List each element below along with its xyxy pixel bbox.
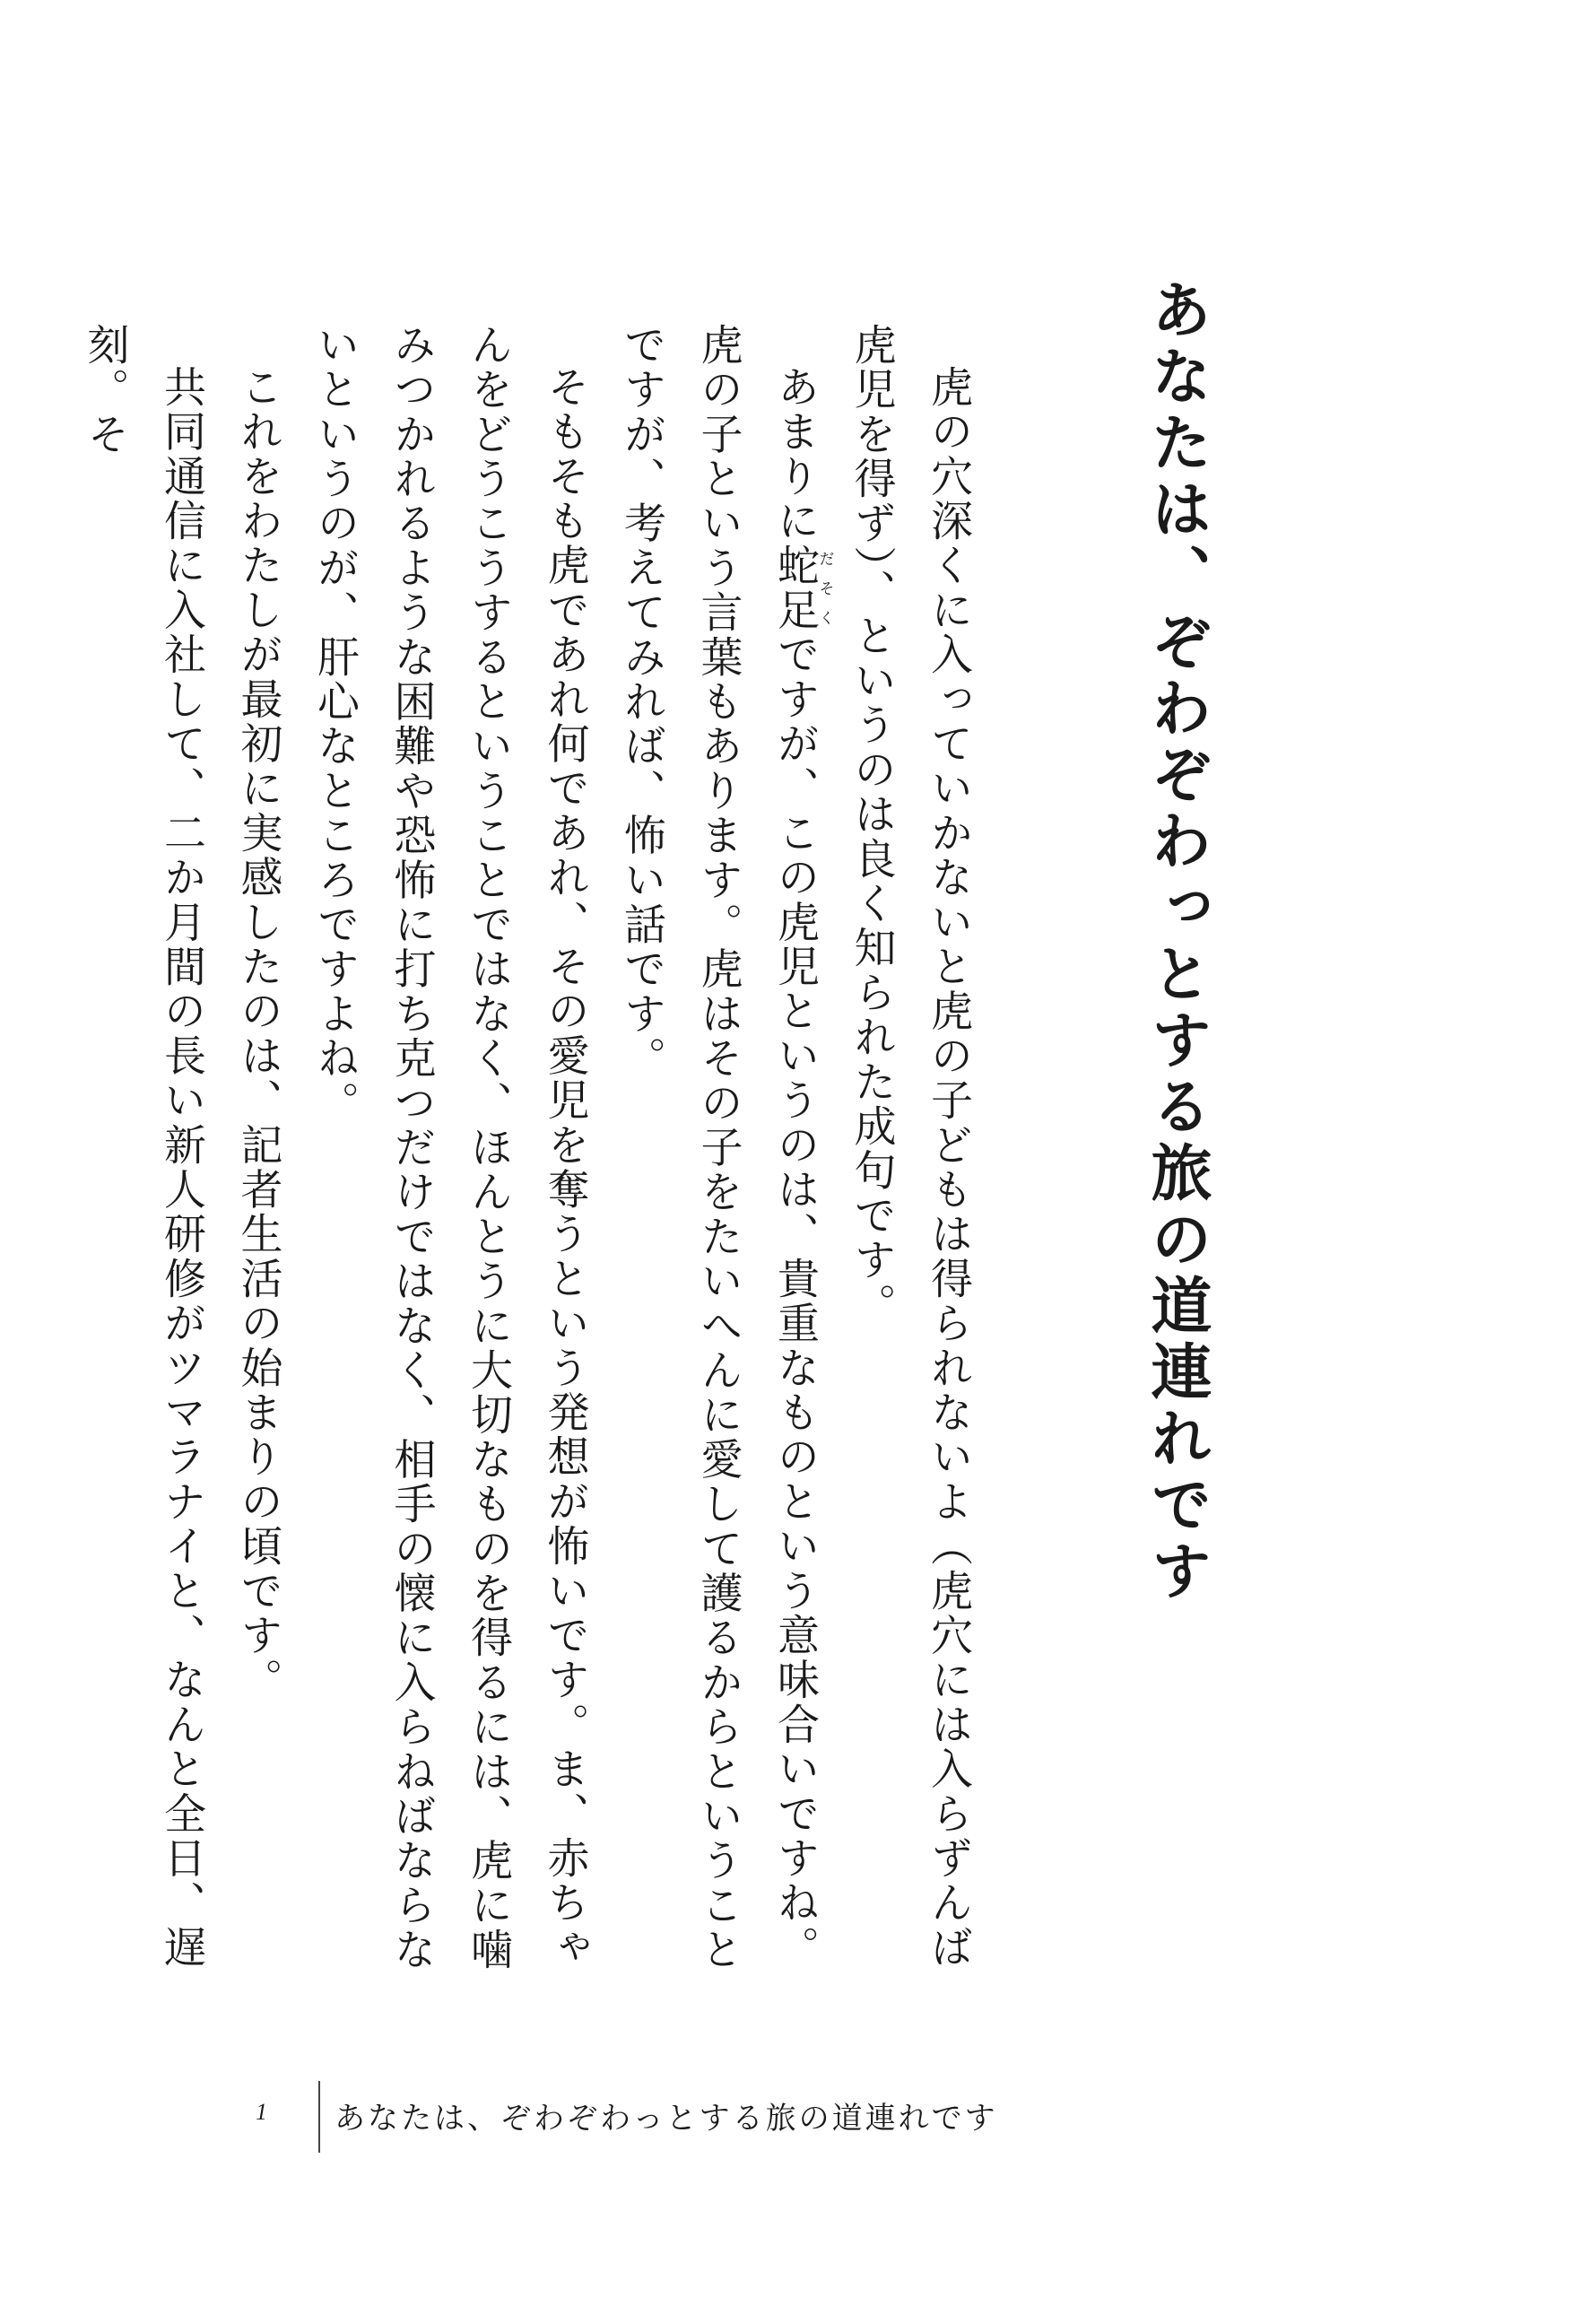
body-text — [80, 323, 987, 2009]
paragraph-2-after: ですが、この虎児というのは、貴重なものという意味合いですね。虎の子という言葉もあります。虎はその子をたいへんに愛して護るからということですが、考えてみれば、怖い話です。 — [617, 323, 820, 1972]
paragraph-2 — [604, 323, 834, 2009]
ruby-reading: だそく — [815, 543, 834, 633]
chapter-title: あなたは、ぞわぞわっとする旅の道連れです — [1141, 278, 1213, 1606]
paragraph-1: 虎の穴深くに入っていかないと虎の子どもは得られないよ（虎穴には入らずんば虎児を得ず）、というのは良く知られた成句です。 — [847, 323, 973, 1971]
running-title: あなたは、ぞわぞわっとする旅の道連れです — [335, 2101, 998, 2137]
ruby-dasoku — [770, 543, 834, 633]
paragraph-4: これをわたしが最初に実感したのは、記者生活の始まりの頃です。 — [233, 365, 283, 1702]
paragraph-5: 共同通信に入社して、二か月間の長い新人研修がツマラナイと、なんと全日、遅刻。そ — [80, 323, 206, 1971]
paragraph-2-before: あまりに — [770, 365, 820, 544]
page-number: 1 — [256, 2099, 267, 2125]
footer-divider — [318, 2081, 320, 2153]
paragraph-3: そもそも虎であれ何であれ、その愛児を奪うという発想が怖いです。ま、赤ちゃんをどうこうするということではなく、ほんとうに大切なものを得るには、虎に噛みつかれるような困難や恐怖に打ち克つだけではなく、相手の懐に入らねばならないというのが、肝心なところですよね。 — [310, 323, 590, 1972]
ruby-base: 蛇足 — [770, 543, 820, 633]
